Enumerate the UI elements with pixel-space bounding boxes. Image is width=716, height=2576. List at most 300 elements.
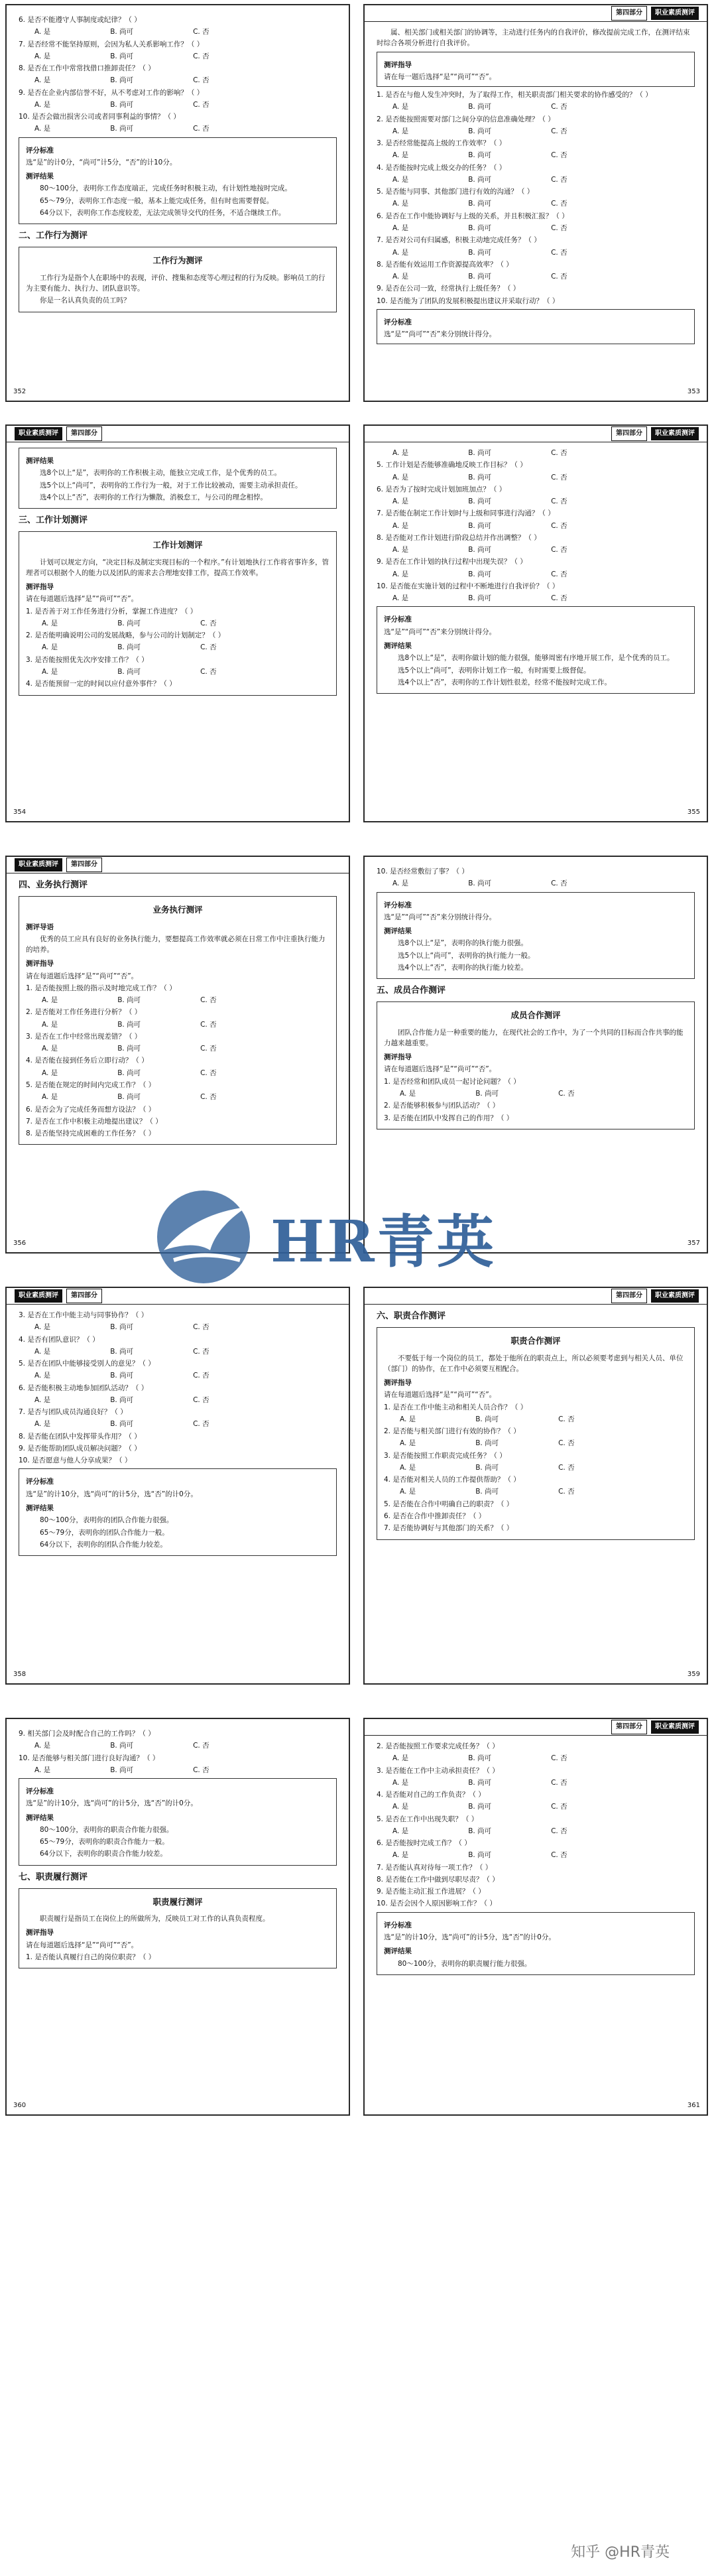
result-text: 65～79分，表明你的团队合作能力一般。 xyxy=(40,1528,169,1537)
option-b: B. 尚可 xyxy=(110,1742,134,1750)
header-part: 第四部分 xyxy=(66,426,102,441)
options xyxy=(377,593,695,604)
option-c: C. 否 xyxy=(551,151,567,160)
question: 2. 是否能对工作任务进行分析？（ ） xyxy=(26,1008,142,1017)
result-text: 选4个以上“否”，表明你的工作计划性很差，经常不能按时完成工作。 xyxy=(398,678,612,686)
question: 10. 是否愿意与他人分享成果？（ ） xyxy=(19,1456,132,1465)
options xyxy=(377,198,695,209)
options xyxy=(384,1414,687,1425)
intro-box xyxy=(19,531,337,695)
result-text: 选5个以上“尚可”，表明你的执行能力一般。 xyxy=(398,951,535,960)
option-c: C. 否 xyxy=(551,200,567,208)
option-c: C. 否 xyxy=(200,1093,217,1102)
box-text: 团队合作能力是一种重要的能力，在现代社会的工作中，为了一个共同的目标而合作共事的能力越来越重要。 xyxy=(384,1028,684,1047)
question: 7. 是否能认真对待每一项工作？（ ） xyxy=(377,1863,493,1872)
option-a: A. 是 xyxy=(34,1766,51,1774)
options xyxy=(377,1777,695,1788)
option-b: B. 尚可 xyxy=(468,103,492,111)
option-b: B. 尚可 xyxy=(475,1488,499,1496)
option-c: C. 否 xyxy=(551,103,567,111)
option-c: C. 否 xyxy=(193,1372,209,1380)
option-a: A. 是 xyxy=(392,546,409,554)
running-header xyxy=(365,426,707,442)
option-c: C. 否 xyxy=(551,1827,567,1835)
question: 10. 是否能够与相关部门进行良好沟通？（ ） xyxy=(19,1754,160,1762)
question: 10. 是否能为了团队的发展积极提出建议并采取行动？（ ） xyxy=(377,296,560,305)
options xyxy=(377,472,695,483)
options xyxy=(377,126,695,137)
option-b: B. 尚可 xyxy=(110,1766,134,1774)
result-text: 选8个以上“是”，表明你做计划的能力很强，能够周密有序地开展工作，是个优秀的员工。 xyxy=(398,654,674,663)
option-b: B. 尚可 xyxy=(468,473,492,482)
section-title: 七、职责履行测评 xyxy=(19,1872,88,1882)
header-part: 第四部分 xyxy=(611,1720,647,1734)
result-text: 80～100分，表明你的职责履行能力很强。 xyxy=(398,1959,532,1968)
question: 1. 是否能按照上级的指示及时地完成工作？（ ） xyxy=(26,984,176,992)
box-title: 工作计划测评 xyxy=(152,540,203,550)
result-label: 测评结果 xyxy=(26,172,54,181)
option-a: A. 是 xyxy=(392,224,409,232)
options xyxy=(26,667,329,677)
result-label: 测评结果 xyxy=(26,1504,54,1512)
question: 10. 是否会做出损害公司或者同事利益的事情？（ ） xyxy=(19,113,180,121)
question: 10. 是否会因个人原因影响工作？（ ） xyxy=(377,1900,497,1908)
option-b: B. 尚可 xyxy=(117,619,141,627)
eval-text: 选“是”“尚可”“否”来分别统计得分。 xyxy=(384,913,497,921)
option-b: B. 尚可 xyxy=(468,521,492,530)
option-a: A. 是 xyxy=(392,103,409,111)
options xyxy=(19,75,337,86)
question: 1. 是否善于对工作任务进行分析，掌握工作进度？（ ） xyxy=(26,607,198,615)
page-355 xyxy=(363,424,708,822)
question: 8. 是否能坚持完成困难的工作任务？（ ） xyxy=(26,1129,156,1138)
options xyxy=(19,99,337,110)
guide-label: 测评指导 xyxy=(26,960,54,968)
box-text: 工作行为是指个人在职场中的表现，评价、搜集和态度等心理过程的行为反映。影响员工的行为主要有能力、执行力、团队意识等。 xyxy=(26,273,326,293)
intro-text: 属、相关部门或相关部门的协调等，主动进行任务内的自我评价，修改提前完成工作，在测评结束时综合各项分析进行自我评价。 xyxy=(377,29,690,48)
result-box xyxy=(19,448,337,509)
question: 1. 是否经常和团队成员一起讨论问题？（ ） xyxy=(384,1077,520,1086)
option-b: B. 尚可 xyxy=(110,76,134,85)
option-a: A. 是 xyxy=(42,619,58,627)
guide-text: 请在每道题后选择“是”“尚可”“否”。 xyxy=(26,972,139,980)
question: 10. 是否经常敷衍了事？（ ） xyxy=(377,868,469,875)
intro-box xyxy=(377,1327,695,1539)
page-354 xyxy=(5,424,350,822)
question: 3. 是否在工作中经常出现差错？（ ） xyxy=(26,1032,142,1041)
guide-text: 请在每道题后选择“是”“尚可”“否”。 xyxy=(384,1065,497,1074)
result-label: 测评结果 xyxy=(26,1813,54,1822)
option-b: B. 尚可 xyxy=(117,667,141,676)
question: 8. 是否能在团队中发挥带头作用？（ ） xyxy=(19,1432,141,1441)
option-b: B. 尚可 xyxy=(468,1778,492,1787)
options xyxy=(377,878,695,889)
option-a: A. 是 xyxy=(392,594,409,603)
question: 6. 是否不能遵守人事制度或纪律？（ ） xyxy=(19,16,141,24)
options xyxy=(384,1486,687,1497)
question: 3. 是否能按照工作职责完成任务？（ ） xyxy=(384,1451,507,1460)
option-c: C. 否 xyxy=(551,546,567,554)
option-b: B. 尚可 xyxy=(110,1372,134,1380)
option-a: A. 是 xyxy=(392,473,409,482)
box-title: 职责履行测评 xyxy=(152,1896,203,1907)
bird-logo-icon xyxy=(147,1187,260,1287)
question: 1. 是否在工作中能主动和相关人员合作？（ ） xyxy=(384,1403,528,1411)
header-part: 第四部分 xyxy=(66,1289,102,1303)
options xyxy=(377,271,695,282)
options xyxy=(377,569,695,580)
result-text: 80～100分，表明你工作态度端正，完成任务时积极主动，有计划性地按时完成。 xyxy=(40,184,292,193)
question: 5. 是否能与同事、其他部门进行有效的沟通？（ ） xyxy=(377,188,534,196)
question: 8. 是否能在工作中做到尽职尽责？（ ） xyxy=(377,1875,499,1884)
box-title: 工作行为测评 xyxy=(152,255,203,266)
question: 4. 是否能在接到任务后立即行动？（ ） xyxy=(26,1057,149,1065)
option-a: A. 是 xyxy=(392,175,409,184)
option-b: B. 尚可 xyxy=(110,100,134,109)
option-c: C. 否 xyxy=(551,224,567,232)
question: 3. 是否能在团队中发挥自己的作用？（ ） xyxy=(384,1114,514,1122)
question: 9. 相关部门会及时配合自己的工作吗？（ ） xyxy=(19,1730,155,1738)
result-text: 选8个以上“是”，表明你的执行能力很强。 xyxy=(398,939,528,948)
question: 6. 是否会为了完成任务而想方设法？（ ） xyxy=(26,1105,156,1114)
option-b: B. 尚可 xyxy=(110,1347,134,1356)
option-b: B. 尚可 xyxy=(468,175,492,184)
option-b: B. 尚可 xyxy=(468,497,492,506)
options xyxy=(26,642,329,653)
header-title: 职业素质测评 xyxy=(15,1289,62,1303)
section-title: 三、工作计划测评 xyxy=(19,515,88,526)
header-title: 职业素质测评 xyxy=(651,1720,699,1734)
question: 2. 是否能按照需要对部门之间分享的信息准确处理？（ ） xyxy=(377,115,555,123)
box-text: 优秀的员工应具有良好的业务执行能力，要想提高工作效率就必须在日常工作中注重执行能力的培养。 xyxy=(26,934,326,954)
question: 7. 是否能协调好与其他部门的关系？（ ） xyxy=(384,1524,514,1533)
option-b: B. 尚可 xyxy=(468,127,492,135)
option-a: A. 是 xyxy=(400,1463,416,1472)
question: 9. 是否在公司一致，经常执行上级任务？（ ） xyxy=(377,285,520,293)
option-c: C. 否 xyxy=(551,1803,567,1811)
options xyxy=(19,1765,337,1775)
result-text: 64分以下，表明你的团队合作能力较差。 xyxy=(40,1540,167,1549)
options xyxy=(377,247,695,258)
result-text: 选4个以上“否”，表明你的执行能力较差。 xyxy=(398,963,528,972)
option-a: A. 是 xyxy=(34,1323,51,1332)
method-label: 测评指导 xyxy=(26,583,54,592)
scoring-box xyxy=(377,309,695,345)
option-b: B. 尚可 xyxy=(117,1020,141,1029)
method-label: 测评导语 xyxy=(26,923,54,931)
box-text: 职责履行是指员工在岗位上的所做所为，反映员工对工作的认真负责程度。 xyxy=(40,1915,270,1923)
question: 3. 是否在工作中能主动与同事协作？（ ） xyxy=(19,1311,149,1319)
options xyxy=(26,1043,329,1054)
options xyxy=(19,1370,337,1381)
option-a: A. 是 xyxy=(392,200,409,208)
options xyxy=(377,1801,695,1812)
option-a: A. 是 xyxy=(392,1778,409,1787)
options xyxy=(377,545,695,555)
option-b: B. 尚可 xyxy=(468,546,492,554)
option-a: A. 是 xyxy=(42,643,58,652)
option-a: A. 是 xyxy=(392,151,409,160)
method-label: 测评指导 xyxy=(384,60,412,69)
question: 8. 是否在工作中常常找借口推卸责任？（ ） xyxy=(19,64,155,73)
eval-text: 选“是”“尚可”“否”来分别统计得分。 xyxy=(384,627,497,636)
option-c: C. 否 xyxy=(551,473,567,482)
option-b: B. 尚可 xyxy=(117,996,141,1005)
question: 9. 是否在工作计划的执行过程中出现失误？（ ） xyxy=(377,558,527,566)
page-number: 359 xyxy=(687,1670,700,1678)
eval-label: 评分标准 xyxy=(384,1921,412,1929)
box-text: 不要低于每一个岗位的员工，都处于他所在的职责点上，所以必须要考虑到与相关人员、单位（部门）的协作，在工作中必须要互相配合。 xyxy=(384,1354,684,1373)
question: 5. 是否能在合作中明确自己的职责？（ ） xyxy=(384,1500,514,1508)
option-a: A. 是 xyxy=(400,1415,416,1423)
question: 5. 是否在团队中能够接受别人的意见？（ ） xyxy=(19,1360,155,1368)
page-row-4 xyxy=(0,1287,716,1685)
brand-text: HR青英 xyxy=(270,1208,497,1275)
running-header xyxy=(365,5,707,22)
options xyxy=(377,174,695,185)
scoring-box xyxy=(19,1468,337,1556)
result-label: 测评结果 xyxy=(384,1947,412,1956)
option-c: C. 否 xyxy=(551,1778,567,1787)
option-b: B. 尚可 xyxy=(468,594,492,603)
option-a: A. 是 xyxy=(392,1827,409,1835)
header-title: 职业素质测评 xyxy=(651,427,699,440)
page-number: 353 xyxy=(687,387,700,395)
section-title: 五、成员合作测评 xyxy=(377,986,446,996)
options xyxy=(26,1068,329,1078)
question: 3. 是否能在工作中主动承担责任？（ ） xyxy=(377,1766,499,1775)
question: 5. 是否在工作中出现失职？（ ） xyxy=(377,1815,479,1823)
option-a: A. 是 xyxy=(34,1420,51,1429)
option-a: A. 是 xyxy=(42,1068,58,1077)
intro-box xyxy=(19,896,337,1145)
option-a: A. 是 xyxy=(34,1395,51,1404)
page-352 xyxy=(5,4,350,402)
options xyxy=(19,1322,337,1332)
option-a: A. 是 xyxy=(392,521,409,530)
options xyxy=(377,223,695,233)
guide-label: 测评指导 xyxy=(384,1379,412,1387)
option-a: A. 是 xyxy=(392,879,409,888)
header-part: 第四部分 xyxy=(611,6,647,21)
page-row-5 xyxy=(0,1718,716,2116)
section-title: 四、业务执行测评 xyxy=(19,880,88,890)
option-c: C. 否 xyxy=(558,1488,575,1496)
options xyxy=(377,101,695,112)
option-b: B. 尚可 xyxy=(110,1323,134,1332)
eval-text: 选“是”的计10分，选“尚可”的计5分，选“否”的计0分。 xyxy=(384,1933,556,1941)
page-361 xyxy=(363,1718,708,2116)
question: 5. 工作计划是否能够准确地反映工作目标？（ ） xyxy=(377,461,527,470)
option-c: C. 否 xyxy=(200,1068,217,1077)
option-b: B. 尚可 xyxy=(117,643,141,652)
page-row-1 xyxy=(0,4,716,402)
option-c: C. 否 xyxy=(551,1754,567,1763)
option-a: A. 是 xyxy=(392,127,409,135)
page-353 xyxy=(363,4,708,402)
options xyxy=(19,123,337,134)
options xyxy=(26,1019,329,1030)
box-text: 计划可以规定方向，“决定目标及制定实现目标的一个程序。”有计划地执行工作将省事许多，管理者可以根据个人的能力以及团队的需求去合理地安排工作，提高工作效率。 xyxy=(26,558,329,577)
option-b: B. 尚可 xyxy=(468,200,492,208)
options xyxy=(377,1826,695,1836)
option-a: A. 是 xyxy=(392,273,409,281)
option-a: A. 是 xyxy=(392,449,409,457)
option-c: C. 否 xyxy=(193,125,209,133)
question: 4. 是否能按时完成上级交办的任务？（ ） xyxy=(377,163,507,172)
option-c: C. 否 xyxy=(551,497,567,506)
option-a: A. 是 xyxy=(400,1439,416,1448)
option-c: C. 否 xyxy=(193,1347,209,1356)
question: 3. 是否经常能提高上级的工作效率？（ ） xyxy=(377,139,507,148)
option-c: C. 否 xyxy=(551,248,567,257)
option-a: A. 是 xyxy=(34,76,51,85)
option-b: B. 尚可 xyxy=(468,273,492,281)
guide-text: 请在每道题后选择“是”“尚可”“否”。 xyxy=(26,1941,139,1949)
question: 6. 是否为了按时完成计划加班加点？（ ） xyxy=(377,485,507,493)
scoring-box xyxy=(377,1912,695,1975)
question: 7. 是否对公司有归属感，积极主动地完成任务？（ ） xyxy=(377,236,541,245)
option-c: C. 否 xyxy=(551,449,567,457)
result-text: 65～79分，表明你的职责合作能力一般。 xyxy=(40,1838,169,1846)
intro-box xyxy=(377,1001,695,1129)
result-text: 80～100分，表明你的职责合作能力很强。 xyxy=(40,1825,174,1834)
options xyxy=(377,448,695,458)
question: 7. 是否经常不能坚持原则，会因为私人关系影响工作？（ ） xyxy=(19,40,204,48)
options xyxy=(377,1753,695,1764)
options xyxy=(26,618,329,629)
option-c: C. 否 xyxy=(551,127,567,135)
header-title: 职业素质测评 xyxy=(15,427,62,440)
option-c: C. 否 xyxy=(558,1415,575,1423)
option-a: A. 是 xyxy=(34,100,51,109)
box-title: 成员合作测评 xyxy=(510,1010,561,1021)
option-c: C. 否 xyxy=(193,52,209,60)
option-a: A. 是 xyxy=(34,125,51,133)
options xyxy=(19,1395,337,1405)
guide-text: 请在每道题后选择“是”“尚可”“否”。 xyxy=(384,1391,497,1399)
option-c: C. 否 xyxy=(551,570,567,578)
result-label: 测评结果 xyxy=(384,641,412,650)
question: 9. 是否在企业内部信誉不好，从不考虑对工作的影响？（ ） xyxy=(19,88,204,97)
options xyxy=(19,27,337,37)
option-c: C. 否 xyxy=(193,100,209,109)
option-b: B. 尚可 xyxy=(475,1089,499,1098)
option-b: B. 尚可 xyxy=(117,1045,141,1053)
option-b: B. 尚可 xyxy=(110,28,134,36)
option-c: C. 否 xyxy=(551,879,567,888)
option-c: C. 否 xyxy=(193,1766,209,1774)
box-title: 职责合作测评 xyxy=(510,1336,561,1346)
option-a: A. 是 xyxy=(34,1347,51,1356)
option-b: B. 尚可 xyxy=(468,248,492,257)
options xyxy=(377,521,695,531)
question: 1. 是否能认真履行自己的岗位职责？（ ） xyxy=(26,1953,156,1961)
header-part: 第四部分 xyxy=(611,1289,647,1303)
page-number: 361 xyxy=(687,2101,700,2109)
result-text: 64分以下，表明你的职责合作能力较差。 xyxy=(40,1850,167,1858)
option-c: C. 否 xyxy=(200,1020,217,1029)
result-text: 选5个以上“尚可”，表明你的工作行为一般，对于工作比较被动，需要主动承担责任。 xyxy=(40,481,302,489)
page-359 xyxy=(363,1287,708,1685)
question: 4. 是否有团队意识？（ ） xyxy=(19,1335,99,1344)
option-c: C. 否 xyxy=(551,273,567,281)
option-b: B. 尚可 xyxy=(468,1754,492,1763)
scoring-box xyxy=(19,1778,337,1866)
section-title: 六、职责合作测评 xyxy=(377,1311,446,1321)
option-c: C. 否 xyxy=(551,1851,567,1860)
method-text: 请在每道题后选择“是”“尚可”“否”。 xyxy=(26,595,139,604)
scoring-box xyxy=(377,606,695,694)
eval-label: 评分标准 xyxy=(384,615,412,624)
page-number: 357 xyxy=(687,1239,700,1247)
eval-text: 选“是”的计10分，选“尚可”的计5分，选“否”的计0分。 xyxy=(26,1799,198,1808)
option-b: B. 尚可 xyxy=(475,1439,499,1448)
options xyxy=(19,1346,337,1357)
option-c: C. 否 xyxy=(193,28,209,36)
running-header xyxy=(7,426,349,442)
option-b: B. 尚可 xyxy=(475,1463,499,1472)
section-title: 二、工作行为测评 xyxy=(19,231,88,241)
page-row-2 xyxy=(0,424,716,822)
question: 2. 是否能明确说明公司的发展战略，参与公司的计划制定？（ ） xyxy=(26,631,225,640)
question: 4. 是否能预留一定的时间以应付意外事件？（ ） xyxy=(26,680,176,688)
result-text: 选5个以上“尚可”，表明你计划工作一般，有时需要上级督促。 xyxy=(398,666,591,675)
options xyxy=(19,1740,337,1751)
option-b: B. 尚可 xyxy=(110,1395,134,1404)
question: 6. 是否在工作中能协调好与上级的关系，并且积极汇报？（ ） xyxy=(377,212,569,220)
option-c: C. 否 xyxy=(558,1089,575,1098)
option-b: B. 尚可 xyxy=(468,449,492,457)
option-b: B. 尚可 xyxy=(117,1068,141,1077)
option-b: B. 尚可 xyxy=(110,52,134,60)
option-c: C. 否 xyxy=(200,619,217,627)
result-text: 选4个以上“否”，表明你的工作行为懒散，消极怠工，与公司的理念相悖。 xyxy=(40,493,268,501)
guide-label: 测评指导 xyxy=(26,1929,54,1937)
page-360 xyxy=(5,1718,350,2116)
eval-label: 评分标准 xyxy=(26,146,54,155)
intro-box xyxy=(19,1888,337,1968)
header-title: 职业素质测评 xyxy=(651,1289,699,1303)
scoring-box xyxy=(377,892,695,980)
option-b: B. 尚可 xyxy=(468,570,492,578)
option-c: C. 否 xyxy=(558,1439,575,1448)
question: 1. 是否在与他人发生冲突时，为了取得工作，相关职责部门相关要求的协作感受的？（ ） xyxy=(377,91,652,99)
option-b: B. 尚可 xyxy=(468,1851,492,1860)
question: 7. 是否与团队成员沟通良好？（ ） xyxy=(19,1408,127,1417)
option-c: C. 否 xyxy=(193,1323,209,1332)
eval-text: 选“是”的计0分，“尚可”计5分，“否”的计10分。 xyxy=(26,158,177,166)
running-header xyxy=(7,857,349,873)
question: 6. 是否能按时完成工作？（ ） xyxy=(377,1839,471,1848)
question: 5. 是否能在规定的时间内完成工作？（ ） xyxy=(26,1080,156,1089)
option-a: A. 是 xyxy=(42,1020,58,1029)
option-a: A. 是 xyxy=(392,497,409,506)
method-text: 请在每一题后选择“是”“尚可”“否”。 xyxy=(384,72,497,81)
page-number: 354 xyxy=(13,808,27,816)
option-b: B. 尚可 xyxy=(110,1420,134,1429)
question: 4. 是否能对相关人员的工作提供帮助？（ ） xyxy=(384,1476,520,1484)
option-a: A. 是 xyxy=(400,1488,416,1496)
question: 6. 是否能积极主动地参加团队活动？（ ） xyxy=(19,1384,149,1392)
guide-box xyxy=(377,52,695,88)
question: 9. 是否能帮助团队成员解决问题？（ ） xyxy=(19,1444,141,1452)
header-title: 职业素质测评 xyxy=(651,7,699,20)
option-b: B. 尚可 xyxy=(468,1827,492,1835)
question: 9. 是否能主动汇报工作进展？（ ） xyxy=(377,1888,485,1896)
eval-text: 选“是”的计10分，选“尚可”的计5分，选“否”的计0分。 xyxy=(26,1490,198,1498)
question: 2. 是否能够积极参与团队活动？（ ） xyxy=(384,1102,500,1110)
